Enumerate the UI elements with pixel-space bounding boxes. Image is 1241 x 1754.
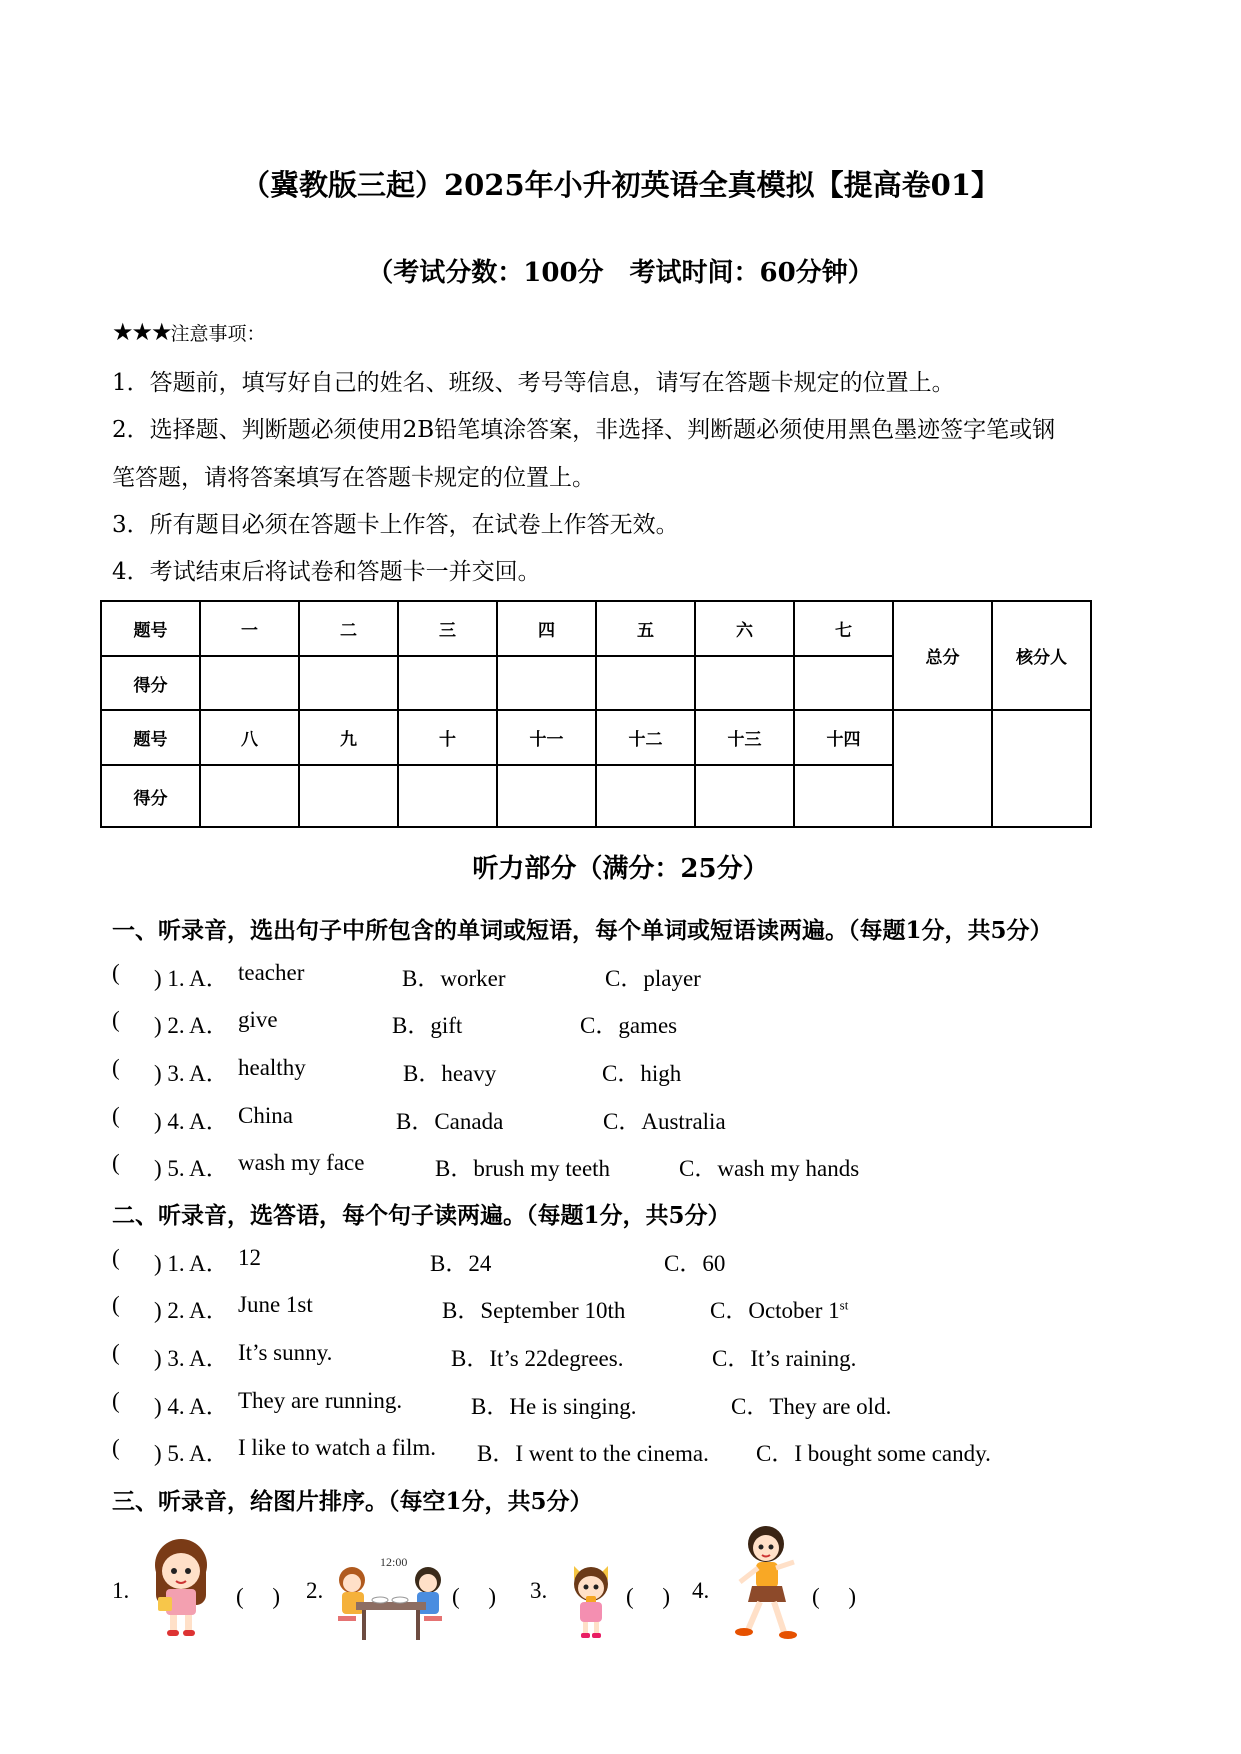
option-c: C．60 [664, 1251, 726, 1276]
paren-open: ( [112, 1292, 120, 1317]
option-c: C．wash my hands [679, 1156, 860, 1181]
question-number-cell: 二 [299, 601, 398, 656]
option-a: I like to watch a film. [238, 1435, 436, 1460]
score-cell[interactable] [398, 765, 497, 827]
page-title: （冀教版三起）2025年小升初英语全真模拟【提高卷01】 [240, 168, 1001, 202]
picture-label: 4. [692, 1578, 710, 1603]
checker-cell[interactable] [992, 710, 1091, 827]
question-row [112, 1103, 1112, 1133]
option-c: C．They are old. [731, 1394, 892, 1419]
clock-text: 12:00 [380, 1555, 408, 1569]
paren-open: ( [112, 960, 120, 985]
listening-heading: 听力部分（满分：25分） [472, 854, 769, 884]
total-score-cell[interactable] [893, 710, 992, 827]
option-a: healthy [238, 1055, 306, 1080]
paren-open: ( [112, 1388, 120, 1413]
question-row [112, 1007, 1112, 1037]
question-number: ) 1. A． [154, 1251, 229, 1276]
answer-blank[interactable]: ( ) [812, 1584, 857, 1609]
answer-blank[interactable]: ( ) [236, 1584, 281, 1609]
note-item: 笔答题，请将答案填写在答题卡规定的位置上。 [112, 465, 595, 491]
note-item: 4．考试结束后将试卷和答题卡一并交回。 [112, 559, 541, 585]
option-c: C．high [602, 1061, 682, 1086]
option-a: China [238, 1103, 293, 1128]
question-row [112, 1055, 1112, 1085]
option-c: C．player [605, 966, 701, 991]
option-b: B．Canada [396, 1109, 504, 1134]
question-row [112, 1340, 1112, 1370]
score-table [100, 600, 1092, 828]
paren-open: ( [112, 1340, 120, 1365]
girl-eating-picture [560, 1560, 622, 1642]
score-cell[interactable] [299, 656, 398, 710]
option-b: B．heavy [403, 1061, 497, 1086]
label-question-number: 题号 [101, 710, 200, 765]
total-score-header: 总分 [893, 601, 992, 710]
question-row [112, 1435, 1112, 1465]
score-cell[interactable] [794, 765, 893, 827]
question-number-cell: 九 [299, 710, 398, 765]
option-a: They are running. [238, 1388, 403, 1413]
question-number-cell: 七 [794, 601, 893, 656]
question-row [112, 1245, 1112, 1275]
question-number: ) 5. A． [154, 1441, 229, 1466]
note-item: 2．选择题、判断题必须使用2B铅笔填涂答案，非选择、判断题必须使用黑色墨迹签字笔或钢 [112, 417, 1056, 443]
notes-heading-line [112, 318, 266, 346]
option-a: wash my face [238, 1150, 365, 1175]
question-number: ) 3. A． [154, 1346, 229, 1371]
question-number-cell: 十一 [497, 710, 596, 765]
question-row [112, 960, 1112, 990]
question-number-cell: 四 [497, 601, 596, 656]
section1-title: 一、听录音，选出句子中所包含的单词或短语，每个单词或短语读两遍。（每题1分，共5分） [112, 917, 1053, 944]
score-cell[interactable] [200, 656, 299, 710]
note-item: 3．所有题目必须在答题卡上作答，在试卷上作答无效。 [112, 512, 679, 538]
option-b: B．I went to the cinema. [477, 1441, 709, 1466]
option-b: B．worker [402, 966, 506, 991]
question-row [112, 1388, 1112, 1418]
score-cell[interactable] [398, 656, 497, 710]
checker-header: 核分人 [992, 601, 1091, 710]
option-b: B．gift [392, 1013, 463, 1038]
answer-blank[interactable]: ( ) [626, 1584, 671, 1609]
girl-running-picture [722, 1522, 808, 1646]
picture-label: 3. [530, 1578, 548, 1603]
paren-open: ( [112, 1103, 120, 1128]
option-b: B．brush my teeth [435, 1156, 611, 1181]
option-c: C．games [580, 1013, 678, 1038]
option-b: B．It’s 22degrees. [451, 1346, 624, 1371]
label-score: 得分 [101, 765, 200, 827]
question-number-cell: 十四 [794, 710, 893, 765]
question-number: ) 5. A． [154, 1156, 229, 1181]
question-number-cell: 十三 [695, 710, 794, 765]
paren-open: ( [112, 1007, 120, 1032]
question-row [112, 1292, 1112, 1322]
star-icon: ★★★ [112, 318, 171, 346]
score-cell[interactable] [596, 765, 695, 827]
score-cell[interactable] [299, 765, 398, 827]
question-number-cell: 三 [398, 601, 497, 656]
score-cell[interactable] [200, 765, 299, 827]
option-c: C．I bought some candy. [756, 1441, 991, 1466]
answer-blank[interactable]: ( ) [452, 1584, 497, 1609]
page-subtitle: （考试分数：100分 考试时间：60分钟） [367, 258, 874, 288]
label-score: 得分 [101, 656, 200, 710]
question-number: ) 4. A． [154, 1109, 229, 1134]
question-number: ) 1. A． [154, 966, 229, 991]
score-cell[interactable] [497, 656, 596, 710]
option-a: June 1st [238, 1292, 313, 1317]
option-b: B．He is singing. [471, 1394, 637, 1419]
question-number-cell: 六 [695, 601, 794, 656]
score-cell[interactable] [695, 765, 794, 827]
question-row [112, 1150, 1112, 1180]
note-item: 1．答题前，填写好自己的姓名、班级、考号等信息，请写在答题卡规定的位置上。 [112, 370, 955, 396]
question-number-cell: 十二 [596, 710, 695, 765]
score-cell[interactable] [695, 656, 794, 710]
question-number: ) 2. A． [154, 1013, 229, 1038]
kids-eating-at-table-picture [334, 1550, 446, 1642]
paren-open: ( [112, 1150, 120, 1175]
paren-open: ( [112, 1245, 120, 1270]
question-number-cell: 五 [596, 601, 695, 656]
paren-open: ( [112, 1055, 120, 1080]
option-c [710, 1292, 848, 1325]
option-a: It’s sunny. [238, 1340, 333, 1365]
option-c: C．Australia [603, 1109, 726, 1134]
label-question-number: 题号 [101, 601, 200, 656]
option-a: 12 [238, 1245, 261, 1270]
question-number-cell: 八 [200, 710, 299, 765]
option-c-suffix: st [839, 1297, 849, 1313]
paren-open: ( [112, 1435, 120, 1460]
option-b: B．24 [430, 1251, 492, 1276]
section3-title: 三、听录音，给图片排序。（每空1分，共5分） [112, 1488, 593, 1515]
score-cell[interactable] [497, 765, 596, 827]
option-c: C．It’s raining. [712, 1346, 857, 1371]
girl-with-bag-picture [140, 1537, 222, 1639]
question-number-cell: 一 [200, 601, 299, 656]
question-number-cell: 十 [398, 710, 497, 765]
section2-title: 二、听录音，选答语，每个句子读两遍。（每题1分，共5分） [112, 1202, 731, 1229]
score-cell[interactable] [596, 656, 695, 710]
question-number: ) 2. A． [154, 1298, 229, 1323]
picture-label: 1. [112, 1578, 130, 1603]
option-a: give [238, 1007, 278, 1032]
option-b: B．September 10th [442, 1298, 626, 1323]
notes-heading: 注意事项： [170, 323, 266, 345]
question-number: ) 3. A． [154, 1061, 229, 1086]
option-c-text: C．October 1 [710, 1298, 840, 1323]
picture-label: 2. [306, 1578, 324, 1603]
question-number: ) 4. A． [154, 1394, 229, 1419]
score-cell[interactable] [794, 656, 893, 710]
option-a: teacher [238, 960, 305, 985]
